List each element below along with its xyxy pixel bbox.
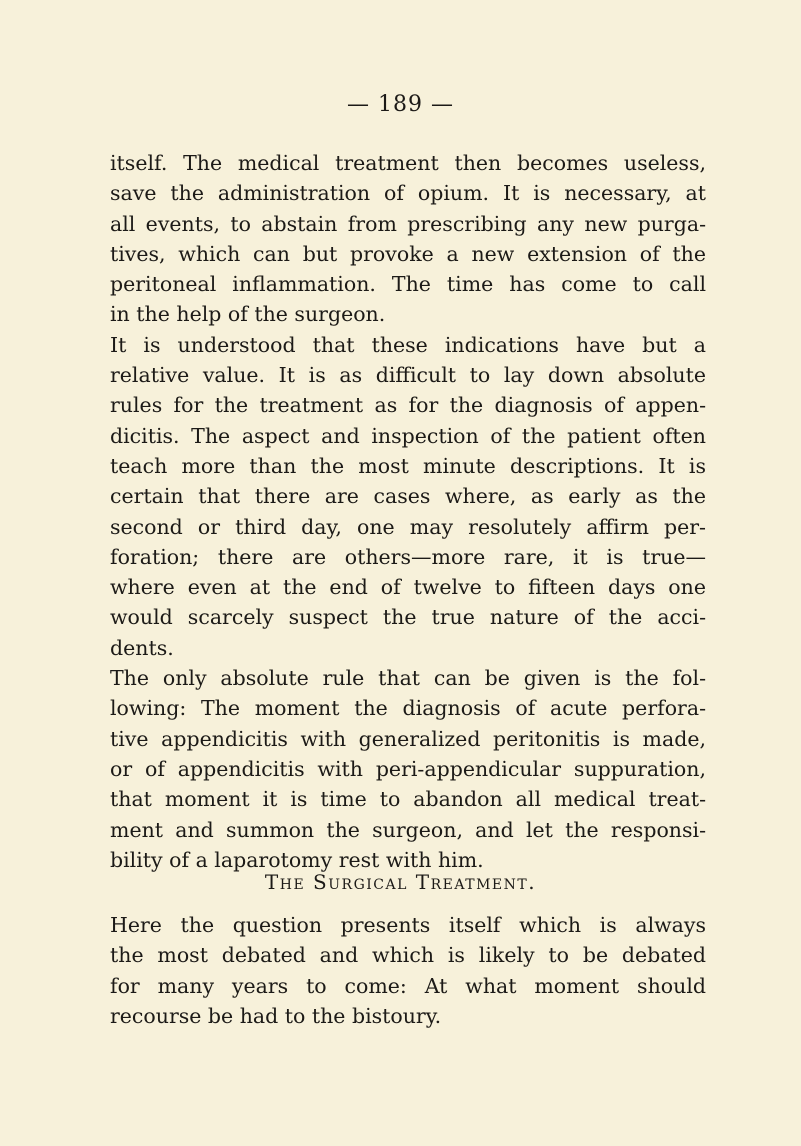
text-line: Here the question presents itself which is always [110, 913, 706, 937]
text-line: rules for the treatment as for the diagnosis of appen- [110, 393, 706, 418]
text-line: tives, which can but provoke a new extension of the [110, 241, 706, 266]
page-number: — 189 — [347, 92, 454, 117]
body-text-upper [110, 148, 706, 875]
text-line: second or third day, one may resolutely affirm per- [110, 514, 706, 539]
text-line: relative value. It is as difficult to lay down absolute [110, 363, 706, 388]
text-line: or of appendicitis with peri-appendicular suppuration, [110, 756, 706, 781]
paragraph-4 [110, 910, 706, 1031]
text-line: all events, to abstain from prescribing any new purga- [110, 211, 706, 236]
text-line: It is understood that these indications have but a [110, 332, 706, 357]
text-line: save the administration of opium. It is necessary, at [110, 181, 706, 206]
text-line: tive appendicitis with generalized peritonitis is made, [110, 726, 706, 751]
paragraph-2 [110, 330, 706, 663]
text-line: certain that there are cases where, as early as the [110, 484, 706, 509]
text-line: in the help of the surgeon. [110, 302, 386, 327]
text-line: the most debated and which is likely to be debated [110, 943, 706, 968]
text-line: teach more than the most minute descriptions. It is [110, 453, 706, 478]
paragraph-1 [110, 148, 706, 330]
text-line: would scarcely suspect the true nature of the acci- [110, 605, 706, 630]
text-line: that moment it is time to abandon all medical treat- [110, 787, 706, 812]
text-line: The only absolute rule that can be given is the fol- [110, 666, 706, 691]
text-line: where even at the end of twelve to fifteen days one [110, 575, 706, 600]
text-line: itself. The medical treatment then becomes useless, [110, 151, 706, 175]
paragraph-3 [110, 663, 706, 875]
text-line: bility of a laparotomy rest with him. [110, 847, 484, 872]
text-line: dicitis. The aspect and inspection of the patient often [110, 423, 706, 448]
text-line: recourse be had to the bistoury. [110, 1003, 442, 1028]
text-line: ment and summon the surgeon, and let the responsi- [110, 817, 706, 842]
section-heading: The Surgical Treatment. [264, 870, 537, 894]
text-line: peritoneal inflammation. The time has come to call [110, 272, 706, 297]
text-line: lowing: The moment the diagnosis of acute perfora- [110, 696, 706, 721]
text-line: foration; there are others—more rare, it is true— [110, 544, 706, 569]
text-line: for many years to come: At what moment should [110, 973, 706, 998]
body-text-lower [110, 910, 706, 1031]
text-line: dents. [110, 635, 174, 660]
